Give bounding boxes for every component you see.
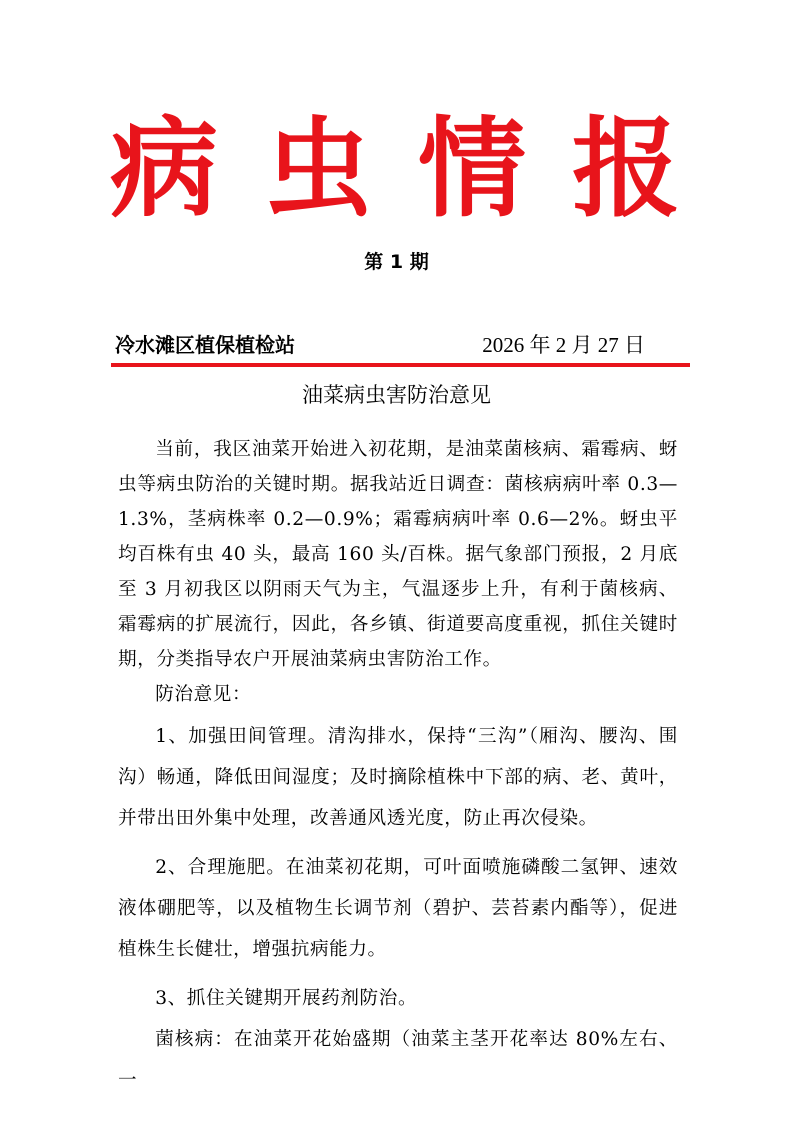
paragraph-item-1: 1、加强田间管理。清沟排水，保持“三沟”（厢沟、腰沟、围沟）畅通，降低田间湿度；及时摘除植株中下部的病、老、黄叶，并带出田外集中处理，改善通风透光度，防止再次侵染。 xyxy=(118,726,678,829)
paragraph-heading: 防治意见： xyxy=(155,684,252,705)
issue-date: 2026 年 2 月 27 日 xyxy=(482,333,645,357)
paragraph-item-3: 3、抓住关键期开展药剂防治。 xyxy=(155,988,418,1009)
red-divider xyxy=(111,363,690,367)
issuer-name: 冷水滩区植保植检站 xyxy=(115,333,295,357)
masthead-char: 报 xyxy=(571,107,680,232)
document-title: 油菜病虫害防治意见 xyxy=(302,383,491,407)
masthead-char: 情 xyxy=(417,107,526,232)
masthead-char: 病 xyxy=(110,107,219,232)
issue-number: 第 1 期 xyxy=(364,251,429,273)
masthead-title xyxy=(110,107,680,232)
document-body xyxy=(118,432,678,1101)
paragraph-item-2: 2、合理施肥。在油菜初花期，可叶面喷施磷酸二氢钾、速效液体硼肥等，以及植物生长调节剂（碧护、芸苔素内酯等），促进植株生长健壮，增强抗病能力。 xyxy=(118,857,678,960)
paragraph-sclerotinia: 菌核病：在油菜开花始盛期（油菜主茎开花率达 80%左右、一 xyxy=(118,1029,678,1091)
paragraph-intro: 当前，我区油菜开始进入初花期，是油菜菌核病、霜霉病、蚜虫等病虫防治的关键时期。据我站近日调查：菌核病病叶率 0.3—1.3%，茎病株率 0.2—0.9%；霜霉病病叶率 0.6—2%。蚜虫平均百株有虫 40 头，最高 160 头/百株。据气象部门预报，2 月底至 3 月初我区以阴雨天气为主，气温逐步上升，有利于菌核病、霜霉病的扩展流行，因此，各乡镇、街道要高度重视，抓住关键时期，分类指导农户开展油菜病虫害防治工作。 xyxy=(118,439,678,670)
issuer-row xyxy=(115,330,645,360)
masthead-char: 虫 xyxy=(263,107,372,232)
